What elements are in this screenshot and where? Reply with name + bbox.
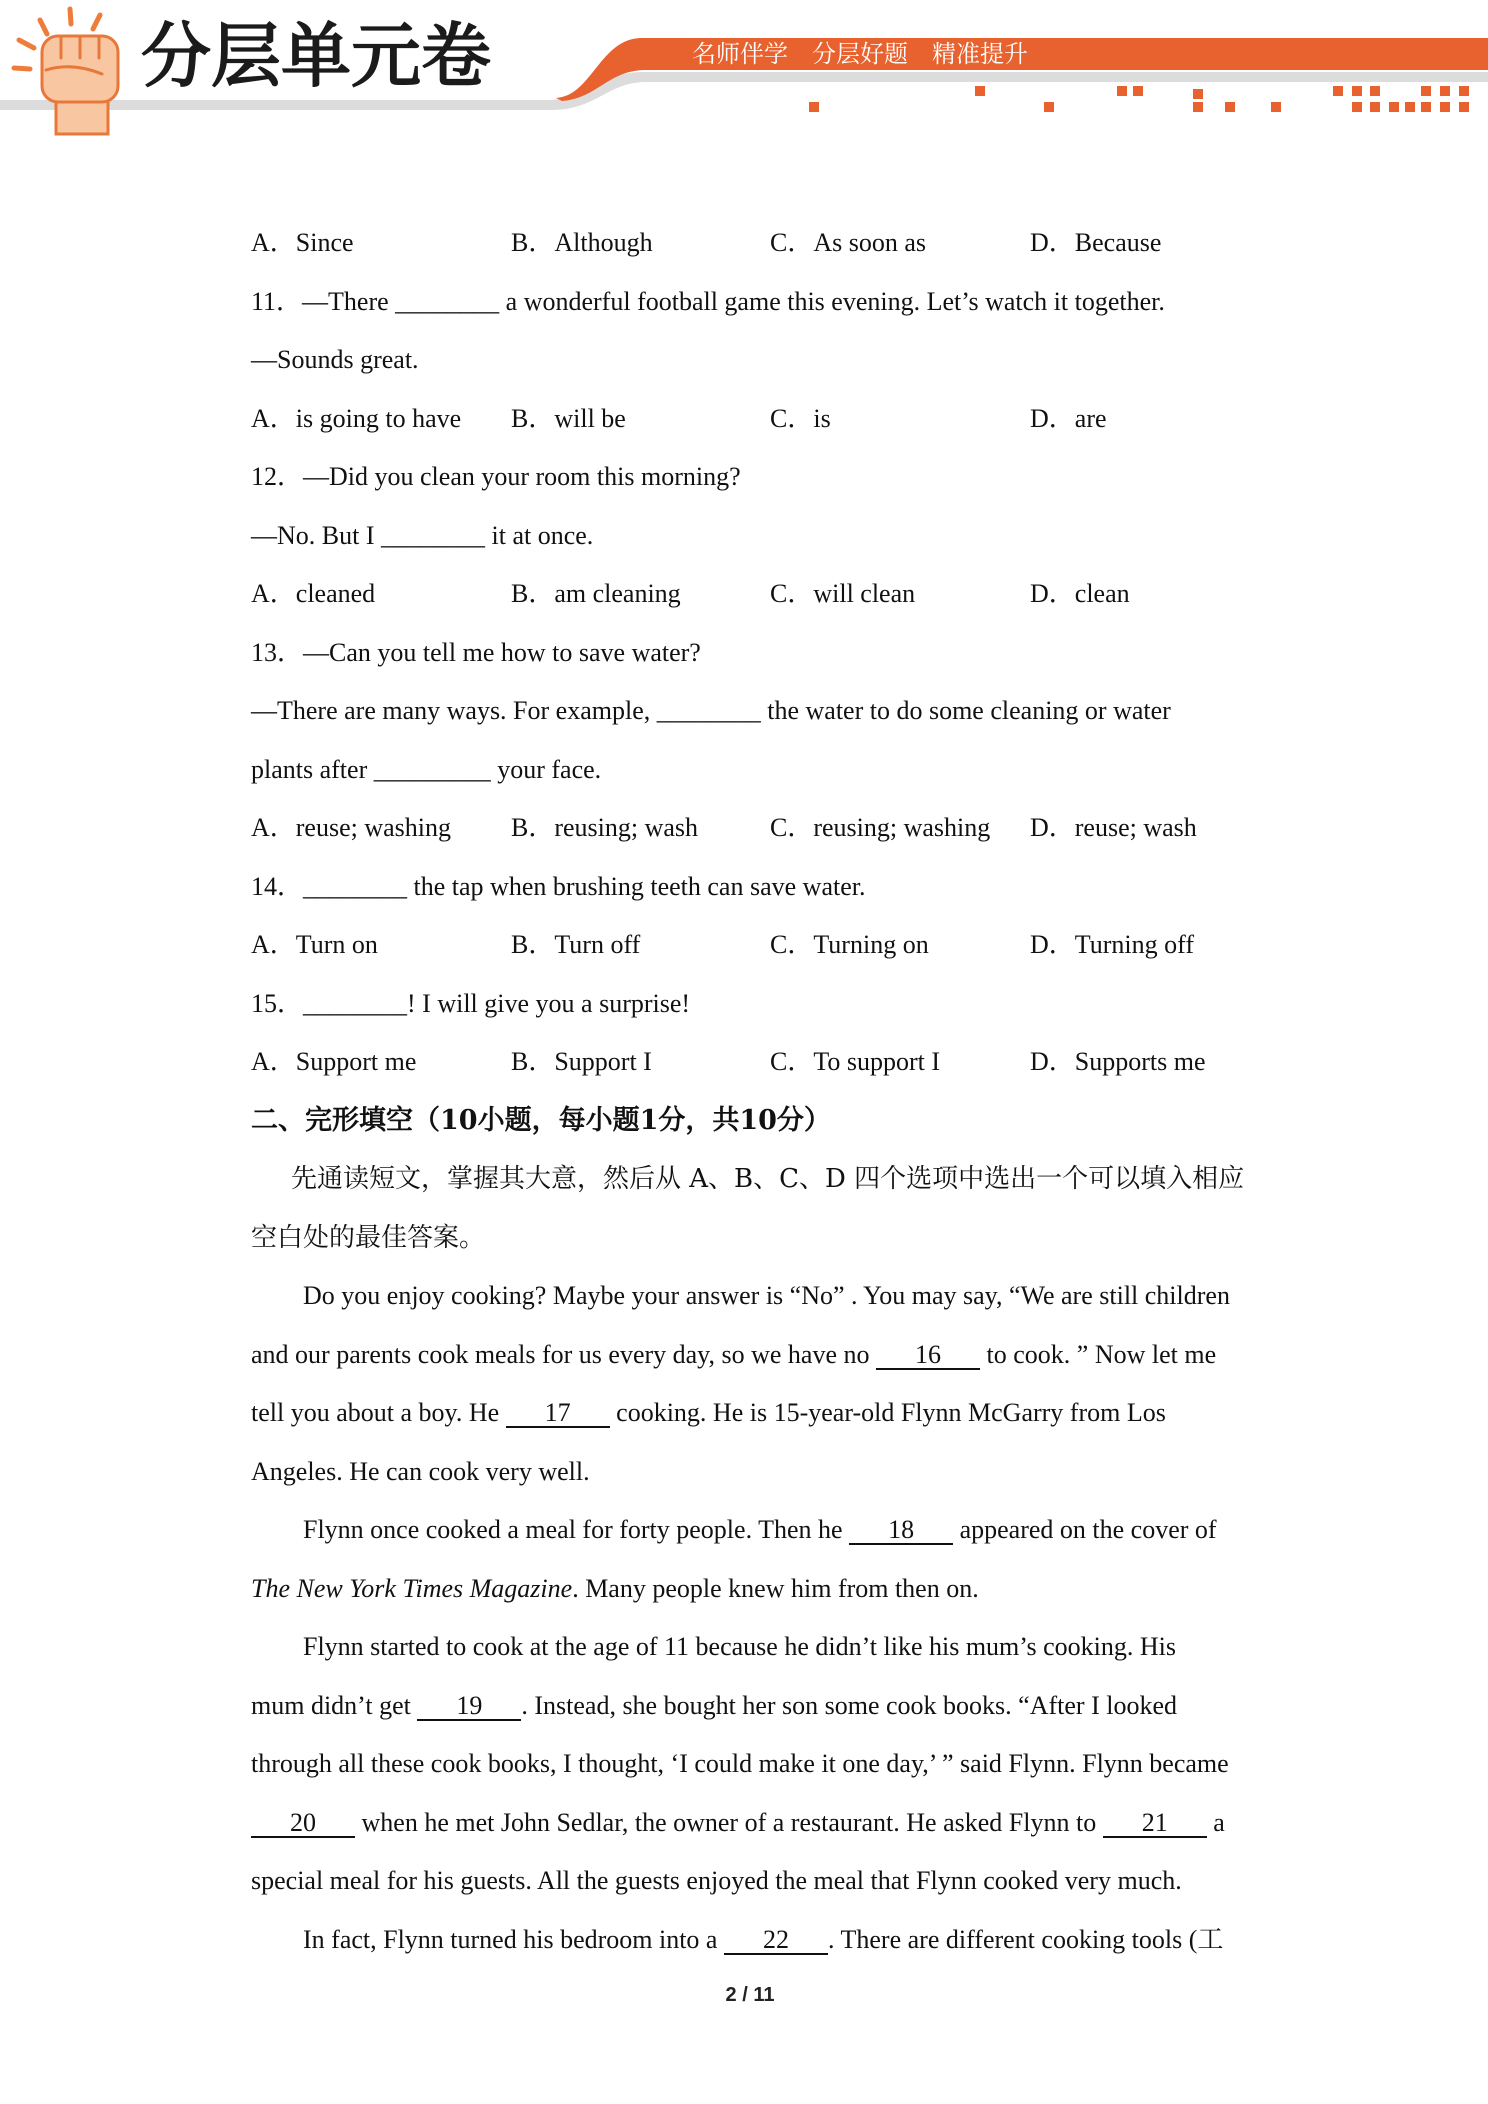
passage-text: when he met John Sedlar, the owner of a restaurant. He asked Flynn to — [355, 1807, 1103, 1837]
passage-line — [251, 1384, 1251, 1443]
passage-text: Flynn started to cook at the age of 11 because he didn’t like his mum’s cooking. His — [303, 1632, 1177, 1661]
passage-line — [251, 1443, 1251, 1502]
passage-text: Angeles. He can cook very well. — [251, 1456, 590, 1486]
question-12-reply: —No. But I ________ it at once. — [251, 520, 594, 550]
option-b: B．Although — [511, 228, 653, 257]
question-13-reply: —There are many ways. For example, ________ the water to do some cleaning or water — [251, 696, 1171, 725]
option-b: B．will be — [511, 403, 626, 433]
passage-text: . Instead, she bought her son some cook books. “After I looked — [521, 1690, 1177, 1720]
decor-square — [1044, 102, 1054, 112]
question-11-reply: —Sounds great. — [251, 345, 419, 374]
option-a: A．Support me — [251, 1047, 417, 1076]
option-c: C．As soon as — [770, 228, 927, 257]
cloze-blank-18: 18 — [849, 1517, 953, 1545]
section-instructions: 先通读短文，掌握其大意，然后从 A、B、C、D 四个选项中选出一个可以填入相应 — [291, 1164, 1245, 1194]
decor-square — [975, 86, 985, 96]
question-14-options — [251, 916, 1251, 975]
decor-square — [1459, 86, 1469, 96]
document-title: 分层单元卷 — [141, 15, 491, 97]
option-a: A．Since — [251, 228, 354, 257]
question-number: 13． — [251, 637, 304, 667]
option-c: C．Turning on — [770, 930, 929, 959]
fist-ray — [14, 68, 30, 69]
question-12-stem — [251, 448, 1251, 507]
question-text: —Did you clean your room this morning? — [303, 462, 741, 491]
option-c: C．reusing; washing — [770, 813, 991, 842]
decor-square — [1440, 86, 1450, 96]
option-b: B．Support I — [511, 1047, 652, 1076]
passage-text: mum didn’t get — [251, 1690, 418, 1720]
passage-line — [251, 1618, 1251, 1677]
question-13-options — [251, 799, 1251, 858]
raised-fist-icon — [14, 9, 118, 134]
decor-square — [1117, 86, 1127, 96]
option-a: A．reuse; washing — [251, 813, 452, 842]
passage-text: . Many people knew him from then on. — [572, 1573, 979, 1603]
passage-text: to cook. ” Now let me — [980, 1339, 1217, 1369]
passage-line — [251, 1501, 1251, 1560]
option-d: D．reuse; wash — [1030, 813, 1197, 842]
option-c: C．will clean — [770, 579, 916, 608]
question-11-options — [251, 390, 1251, 449]
decor-square — [1193, 89, 1203, 99]
decor-square — [1370, 102, 1380, 112]
passage-line — [251, 1677, 1251, 1736]
question-14-stem — [251, 858, 1251, 917]
header-slogan: 名师伴学 分层好题 精准提升 — [692, 40, 1028, 68]
question-11-stem — [251, 273, 1251, 332]
option-d: D．clean — [1030, 579, 1130, 608]
passage-text: cooking. He is 15-year-old Flynn McGarry from Los — [609, 1398, 1166, 1427]
passage-text: and our parents cook meals for us every day, so we have no — [251, 1339, 877, 1369]
option-b: B．reusing; wash — [511, 813, 699, 842]
question-text: ________! I will give you a surprise! — [303, 988, 691, 1018]
question-number: 15． — [251, 988, 304, 1018]
section-instructions-cont: 空白处的最佳答案。 — [251, 1222, 486, 1253]
option-d: D．Because — [1030, 228, 1162, 257]
question-text: ________ the tap when brushing teeth can save water. — [303, 871, 866, 901]
passage-text: appeared on the cover of — [953, 1515, 1217, 1544]
question-13-reply-cont: plants after _________ your face. — [251, 754, 602, 784]
option-d: D．Turning off — [1030, 930, 1194, 959]
decor-square — [1370, 86, 1380, 96]
question-12-options — [251, 565, 1251, 624]
decor-square — [1421, 102, 1431, 112]
passage-line — [251, 1267, 1251, 1326]
option-a: A．is going to have — [251, 403, 462, 433]
question-number: 11． — [251, 286, 303, 316]
decor-square — [1389, 102, 1399, 112]
option-d: D．are — [1030, 403, 1107, 433]
passage-line — [251, 1326, 1251, 1385]
passage-line — [251, 1735, 1251, 1794]
question-options-row — [251, 214, 1251, 273]
option-c: C．To support I — [770, 1047, 941, 1076]
page-content — [251, 214, 1251, 1969]
page-number: 2 / 11 — [725, 1984, 775, 2006]
option-b: B．Turn off — [511, 930, 641, 959]
question-text: —There ________ a wonderful football game this evening. Let’s watch it together. — [302, 286, 1165, 316]
passage-text: tell you about a boy. He — [251, 1398, 506, 1427]
decor-square — [1405, 102, 1415, 112]
cloze-blank-22: 22 — [724, 1927, 828, 1955]
question-number: 12． — [251, 462, 304, 491]
decor-square — [1352, 102, 1362, 112]
decor-square — [809, 102, 819, 112]
option-a: A．cleaned — [251, 579, 376, 608]
cloze-blank-17: 17 — [506, 1400, 610, 1428]
fist-ray — [40, 20, 47, 34]
fist-ray — [70, 9, 71, 24]
decor-square — [1459, 102, 1469, 112]
question-13-stem — [251, 624, 1251, 683]
section-heading: 二、完形填空（10小题，每小题1分，共10分） — [251, 1104, 831, 1136]
passage-line — [251, 1560, 1251, 1619]
magazine-title: The New York Times Magazine — [251, 1573, 573, 1603]
fist-ray — [93, 15, 100, 29]
passage-line — [251, 1911, 1251, 1970]
decor-square — [1133, 86, 1143, 96]
question-15-options — [251, 1033, 1251, 1092]
decor-square — [1421, 86, 1431, 96]
passage-text: a — [1206, 1807, 1225, 1837]
cloze-blank-19: 19 — [417, 1693, 521, 1721]
question-15-stem — [251, 975, 1251, 1034]
passage-text: . There are different cooking tools (工 — [827, 1924, 1224, 1954]
passage-line — [251, 1852, 1251, 1911]
cloze-blank-21: 21 — [1103, 1810, 1207, 1838]
passage-text: Flynn once cooked a meal for forty people. Then he — [303, 1515, 850, 1544]
option-d: D．Supports me — [1030, 1047, 1206, 1076]
decorative-squares — [809, 86, 1469, 112]
decor-square — [1225, 102, 1235, 112]
passage-line — [251, 1794, 1251, 1853]
passage-text: special meal for his guests. All the guests enjoyed the meal that Flynn cooked very much. — [251, 1866, 1182, 1895]
fist-ray — [19, 40, 34, 48]
decor-square — [1440, 102, 1450, 112]
option-c: C．is — [770, 403, 831, 433]
decor-square — [1333, 86, 1343, 96]
option-a: A．Turn on — [251, 930, 378, 959]
passage-text: In fact, Flynn turned his bedroom into a — [303, 1924, 724, 1954]
passage-text: through all these cook books, I thought, ‘I could make it one day,’ ” said Flynn. Flynn became — [251, 1749, 1229, 1778]
question-text: —Can you tell me how to save water? — [303, 637, 701, 667]
decor-square — [1193, 102, 1203, 112]
decor-square — [1352, 86, 1362, 96]
cloze-blank-16: 16 — [876, 1342, 980, 1370]
passage-text: Do you enjoy cooking? Maybe your answer is “No” . You may say, “We are still children — [303, 1281, 1230, 1310]
question-number: 14． — [251, 871, 304, 901]
option-b: B．am cleaning — [511, 579, 681, 608]
decor-square — [1271, 102, 1281, 112]
cloze-blank-20: 20 — [251, 1810, 355, 1838]
